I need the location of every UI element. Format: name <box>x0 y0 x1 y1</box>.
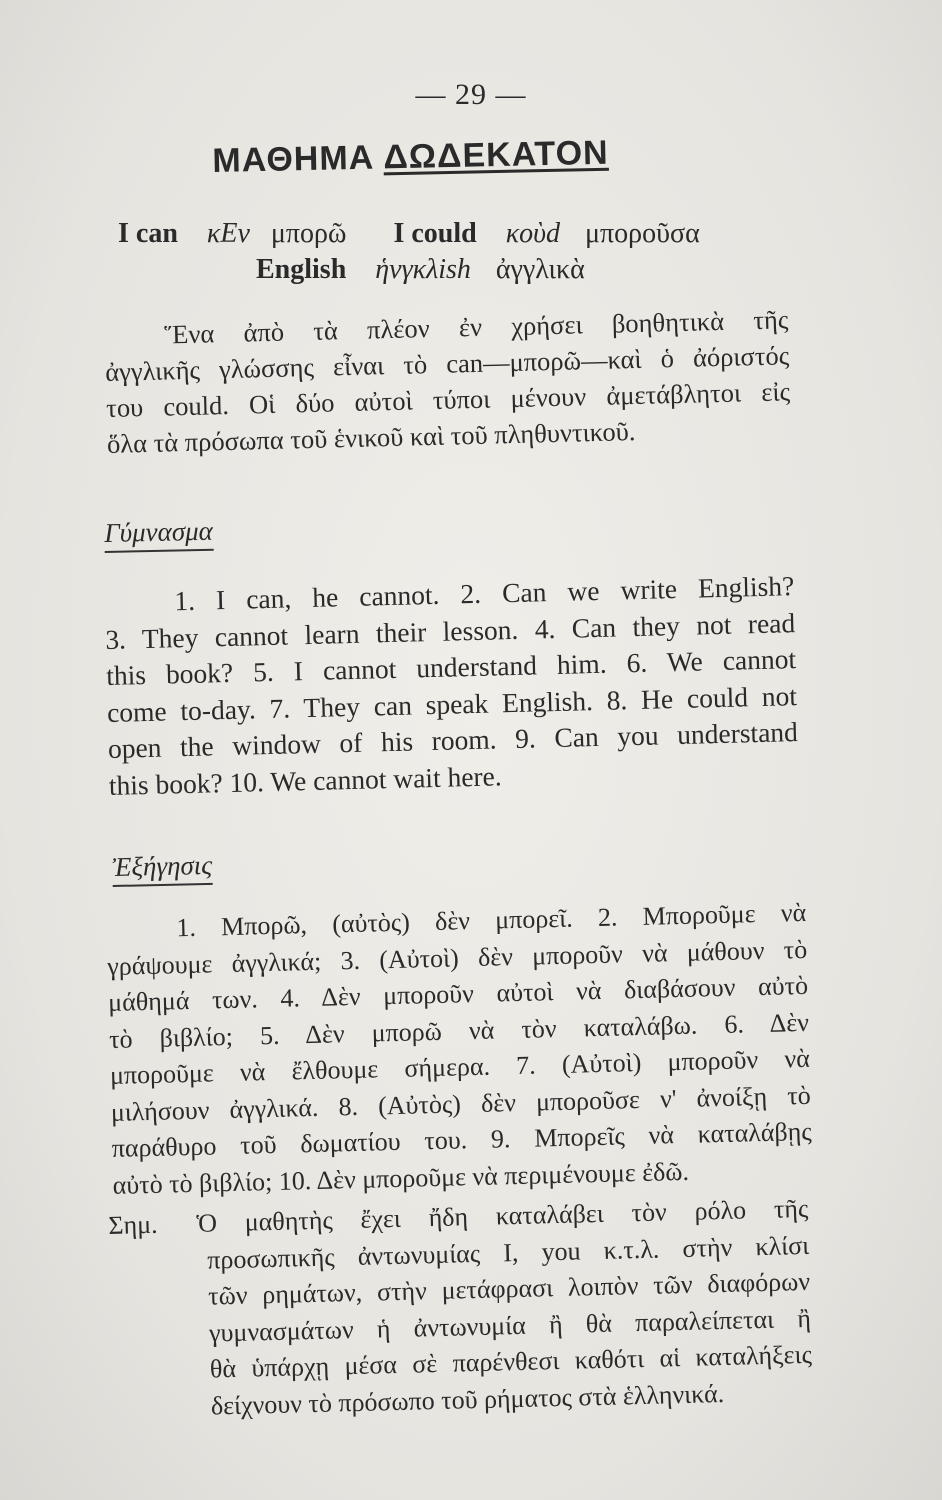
vocab-pronunciation: κοὺd <box>505 218 560 249</box>
note-line: γυμνασμάτων ἡ ἀντωνυμία ἢ θὰ παραλείπεται ἢ <box>208 1303 812 1348</box>
exercise-line: open the window of his room. 9. Can you understand <box>107 716 799 764</box>
exercise-line: this book? 10. We cannot wait here. <box>108 759 503 801</box>
exercise-line: 3. They cannot learn their lesson. 4. Can they not read <box>104 606 796 655</box>
explanation-line: μποροῦμε νὰ ἔλθουμε σήμερα. 7. (Αὐτοὶ) μποροῦν νὰ <box>109 1043 811 1090</box>
note-line: προσωπικῆς ἀντωνυμίας I, you κ.τ.λ. στὴν κλίσι <box>206 1230 810 1275</box>
vocab-pronunciation: ἡνγκλish <box>375 254 471 285</box>
page-number: — 29 — <box>415 78 527 111</box>
exercise-paragraph <box>104 568 799 804</box>
vocab-pronunciation: κΕν <box>206 218 250 249</box>
note-line: Ὁ μαθητὴς ἔχει ἤδη καταλάβει τὸν ρόλο τῆς <box>196 1193 809 1238</box>
note-label: Σημ. <box>108 1209 158 1240</box>
explanation-line: παράθυρο τοῦ δωματίου του. 9. Μπορεῖς νὰ καταλάβῃς <box>111 1116 812 1163</box>
vocab-gloss: μποροῦσα <box>585 218 700 249</box>
intro-line: του could. Οἱ δύο αὐτοὶ τύποι μένουν ἀμετάβλητοι εἰς <box>105 376 791 423</box>
lesson-heading-word2: ΔΩΔΕΚΑΤΟΝ <box>382 133 610 177</box>
exercise-line: this book? 5. I cannot understand him. 6. We cannot <box>105 643 797 691</box>
explanation-line: 1. Μπορῶ, (αὐτὸς) δὲν μπορεῖ. 2. Μποροῦμε νὰ <box>176 897 807 943</box>
vocab-row-1 <box>118 218 700 250</box>
note-line: δείχνουν τὸ πρόσωπο τοῦ ρήματος στὰ ἑλληνικά. <box>210 1378 725 1421</box>
exercise-line: come to-day. 7. They can speak English. 8. He could not <box>106 679 798 728</box>
explanation-title: Ἐξήγησις <box>112 850 213 887</box>
vocab-term: I could <box>393 218 477 249</box>
exercise-title: Γύμνασμα <box>104 516 213 553</box>
lesson-heading <box>212 133 663 181</box>
intro-paragraph <box>104 301 791 462</box>
note-paragraph <box>108 1191 813 1427</box>
explanation-line: μάθημά των. 4. Δὲν μποροῦν αὐτοὶ νὰ διαβάσουν αὐτὸ <box>107 970 809 1017</box>
note-line: τῶν ρημάτων, στὴν μετάφρασι λοιπὸν τῶν διαφόρων <box>207 1266 811 1311</box>
vocab-term: English <box>256 254 347 285</box>
vocab-gloss: μπορῶ <box>270 218 347 249</box>
lesson-heading-word1: ΜΑΘΗΜΑ <box>212 138 375 180</box>
vocab-term: I can <box>118 218 178 249</box>
intro-line: ὅλα τὰ πρόσωπα τοῦ ἑνικοῦ καὶ τοῦ πληθυντικοῦ. <box>106 416 636 459</box>
note-line: θὰ ὑπάρχῃ μέσα σὲ παρένθεσι καθότι αἱ καταλήξεις <box>209 1339 813 1384</box>
explanation-line: μιλήσουν ἀγγλικά. 8. (Αὐτὸς) δὲν μποροῦσε ν' ἀνοίξῃ τὸ <box>110 1080 812 1127</box>
explanation-paragraph <box>106 895 813 1204</box>
explanation-line: τὸ βιβλίο; 5. Δὲν μπορῶ νὰ τὸν καταλάβω. 6. Δὲν <box>108 1007 810 1054</box>
explanation-line: γράψουμε ἀγγλικά; 3. (Αὐτοὶ) δὲν μποροῦν νὰ μάθουν τὸ <box>106 934 808 981</box>
vocab-row-2 <box>256 254 585 286</box>
exercise-line: 1. I can, he cannot. 2. Can we write English? <box>174 570 795 617</box>
explanation-line: αὐτὸ τὸ βιβλίο; 10. Δὲν μποροῦμε νὰ περιμένουμε ἐδῶ. <box>112 1156 690 1200</box>
intro-line: ἀγγλικῆς γλώσσης εἶναι τὸ can—μπορῶ—καὶ ὁ ἀόριστός <box>104 340 790 387</box>
intro-line: Ἕνα ἀπὸ τὰ πλέον ἐν χρήσει βοηθητικὰ τῆς <box>164 304 789 350</box>
vocab-gloss: ἀγγλικὰ <box>495 254 585 285</box>
